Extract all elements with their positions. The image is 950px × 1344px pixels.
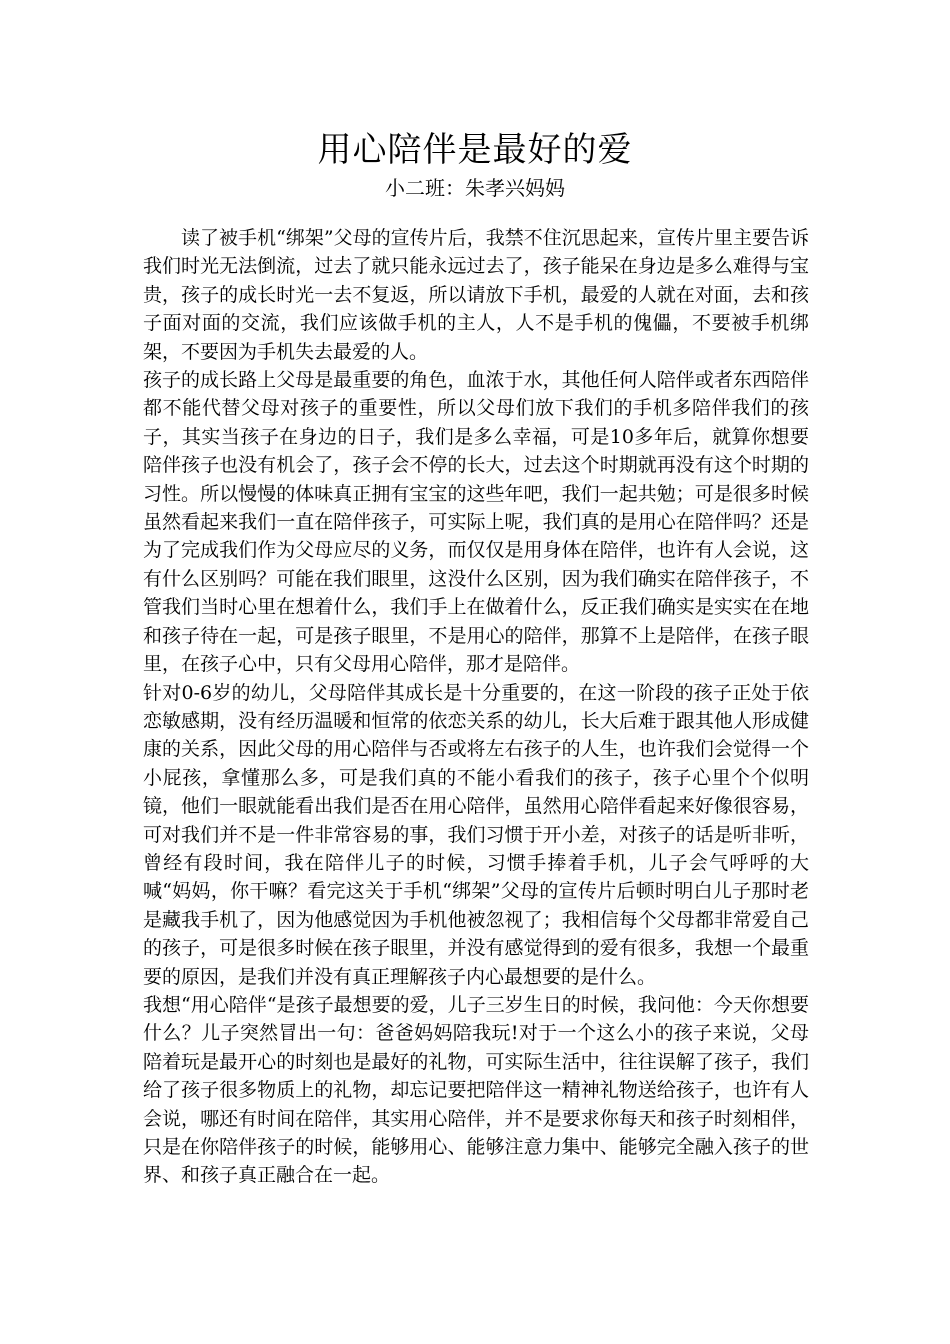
paragraph-4: 我想“用心陪伴“是孩子最想要的爱，儿子三岁生日的时候，我问他：今天你想要什么？儿子突然冒出一句：爸爸妈妈陪我玩!对于一个这么小的孩子来说，父母陪着玩是最开心的时刻也是最好的礼物，可实际生活中，往往误解了孩子，我们给了孩子很多物质上的礼物，却忘记要把陪伴这一精神礼物送给孩子，也许有人会说，哪还有时间在陪伴，其实用心陪伴，并不是要求你每天和孩子时刻相伴，只是在你陪伴孩子的时候，能够用心、能够注意力集中、能够完全融入孩子的世界、和孩子真正融合在一起。 [143,993,809,1187]
page-title: 用心陪伴是最好的爱 [317,130,633,170]
author-line: 小二班：朱孝兴妈妈 [385,176,565,200]
article-body [143,224,809,1190]
paragraph-3: 针对0-6岁的幼儿，父母陪伴其成长是十分重要的，在这一阶段的孩子正处于依恋敏感期，没有经历温暖和恒常的依恋关系的幼儿，长大后难于跟其他人形成健康的关系，因此父母的用心陪伴与否或将左右孩子的人生，也许我们会觉得一个小屁孩，拿懂那么多，可是我们真的不能小看我们的孩子，孩子心里个个似明镜，他们一眼就能看出我们是否在用心陪伴，虽然用心陪伴看起来好像很容易，可对我们并不是一件非常容易的事，我们习惯于开小差，对孩子的话是听非听，曾经有段时间，我在陪伴儿子的时候，习惯手捧着手机，儿子会气呼呼的大喊“妈妈，你干嘛？看完这关于手机“绑架”父母的宣传片后顿时明白儿子那时老是藏我手机了，因为他感觉因为手机他被忽视了；我相信每个父母都非常爱自己的孩子，可是很多时候在孩子眼里，并没有感觉得到的爱有很多，我想一个最重要的原因，是我们并没有真正理解孩子内心最想要的是什么。 [143,681,809,988]
paragraph-2: 孩子的成长路上父母是最重要的角色，血浓于水，其他任何人陪伴或者东西陪伴都不能代替父母对孩子的重要性，所以父母们放下我们的手机多陪伴我们的孩子，其实当孩子在身边的日子，我们是多么幸福，可是10多年后，就算你想要陪伴孩子也没有机会了，孩子会不停的长大，过去这个时期就再没有这个时期的习性。所以慢慢的体味真正拥有宝宝的这些年吧，我们一起共勉；可是很多时候虽然看起来我们一直在陪伴孩子，可实际上呢，我们真的是用心在陪伴吗？还是为了完成我们作为父母应尽的义务，而仅仅是用身体在陪伴，也许有人会说，这有什么区别吗？可能在我们眼里，这没什么区别，因为我们确实在陪伴孩子，不管我们当时心里在想着什么，我们手上在做着什么，反正我们确实是实实在在地和孩子待在一起，可是孩子眼里，不是用心的陪伴，那算不上是陪伴，在孩子眼里，在孩子心中，只有父母用心陪伴，那才是陪伴。 [143,369,809,676]
paragraph-1: 读了被手机“绑架”父母的宣传片后，我禁不住沉思起来，宣传片里主要告诉我们时光无法倒流，过去了就只能永远过去了，孩子能呆在身边是多么难得与宝贵，孩子的成长时光一去不复返，所以请放下手机，最爱的人就在对面，去和孩子面对面的交流，我们应该做手机的主人，人不是手机的傀儡，不要被手机绑架，不要因为手机失去最爱的人。 [143,227,809,363]
